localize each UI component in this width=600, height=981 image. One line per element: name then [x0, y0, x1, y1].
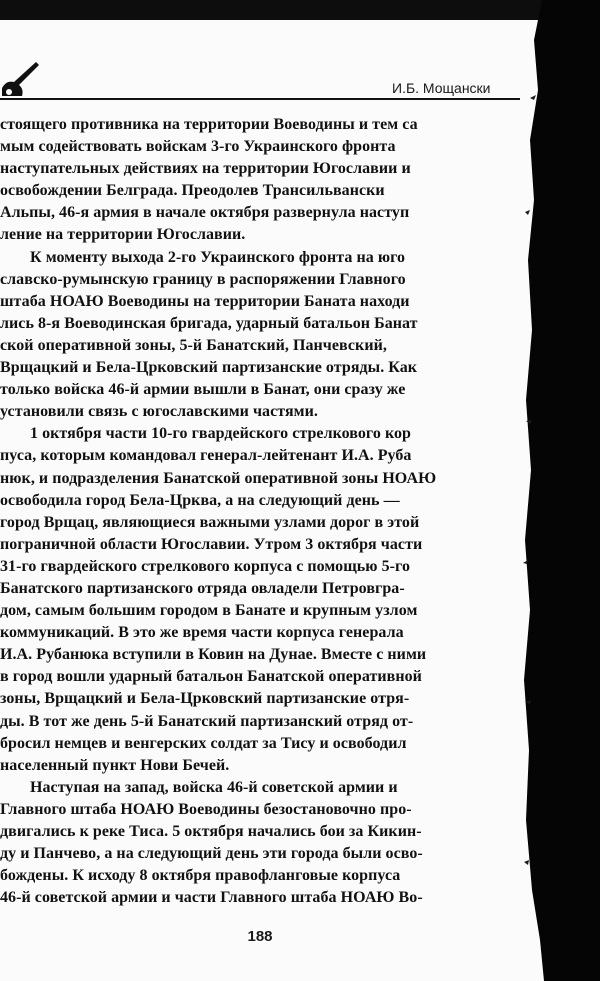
- text-line: коммуникаций. В это же время части корпуса генерала: [0, 624, 404, 642]
- body-text: [0, 114, 520, 909]
- text-line: Альпы, 46-я армия в начале октября развернула наступ: [0, 204, 410, 222]
- text-line: установили связь с югославскими частями.: [0, 403, 318, 421]
- text-line: 46-й советской армии и части Главного штаба НОАЮ Во-: [0, 889, 423, 907]
- text-line: в город вошли ударный батальон Банатской оперативной: [0, 668, 422, 686]
- text-line: наступательных действиях на территории Югославии и: [0, 160, 411, 178]
- text-line: пуса, которым командовал генерал-лейтенант И.А. Руба: [0, 447, 412, 465]
- page-number: 188: [247, 928, 273, 945]
- text-line: славско-румынскую границу в распоряжении Главного: [0, 270, 406, 288]
- text-line: ду и Панчево, а на следующий день эти города были осво-: [0, 845, 423, 863]
- text-line: Врщацкий и Бела-Црковский партизанские отряды. Как: [0, 359, 418, 377]
- text-line: зоны, Врщацкий и Бела-Црковский партизанские отря-: [0, 690, 410, 708]
- text-line: ление на территории Югославии.: [0, 226, 246, 244]
- text-line: 1 октября части 10-го гвардейского стрелкового кор: [30, 425, 412, 443]
- text-line: нюк, и подразделения Банатской оперативной зоны НОАЮ: [0, 469, 437, 487]
- text-line: ской оперативной зоны, 5-й Банатский, Панчевский,: [0, 336, 387, 354]
- text-line: дом, самым большим городом в Банате и крупным узлом: [0, 602, 418, 620]
- text-line: ды. В тот же день 5-й Банатский партизанский отряд от-: [0, 712, 414, 730]
- text-line: Наступая на запад, войска 46-й советской армии и: [30, 778, 398, 796]
- text-line: И.А. Рубанюка вступили в Ковин на Дунае. Вместе с ними: [0, 646, 427, 664]
- text-line: лись 8-я Воеводинская бригада, ударный батальон Банат: [0, 314, 418, 332]
- text-line: освободила город Бела-Црква, а на следующий день —: [0, 491, 400, 509]
- running-head: И.Б. Мощански: [392, 80, 491, 96]
- text-line: населенный пункт Нови Бечей.: [0, 756, 230, 774]
- cannon-emblem-icon: [0, 58, 40, 98]
- text-line: мым содействовать войскам 3-го Украинского фронта: [0, 138, 396, 156]
- text-line: только войска 46-й армии вышли в Банат, они сразу же: [0, 381, 406, 399]
- text-line: 31-го гвардейского стрелкового корпуса с помощью 5-го: [0, 557, 410, 575]
- text-line: бросил немцев и венгерских солдат за Тису и освободил: [0, 734, 407, 752]
- text-line: Банатского партизанского отряда овладели Петровгра-: [0, 579, 405, 597]
- header-rule: [0, 98, 520, 100]
- text-line: штаба НОАЮ Воеводины на территории Баната находи: [0, 292, 410, 310]
- text-line: К моменту выхода 2-го Украинского фронта на юго: [30, 248, 406, 266]
- scan-top-edge: [0, 0, 600, 20]
- text-line: освобождении Белграда. Преодолев Трансильвански: [0, 182, 385, 200]
- text-line: стоящего противника на территории Воеводины и тем са: [0, 116, 418, 133]
- text-line: двигались к реке Тиса. 5 октября начались бои за Кикин-: [0, 823, 422, 840]
- text-line: бождены. К исходу 8 октября правофланговые корпуса: [0, 867, 401, 885]
- text-line: пограничной области Югославии. Утром 3 октября части: [0, 535, 423, 553]
- scan-shadow: [522, 0, 600, 981]
- text-line: Главного штаба НОАЮ Воеводины безостановочно про-: [0, 800, 412, 818]
- page-header: [0, 58, 520, 104]
- text-line: город Врщац, являющиеся важными узлами дорог в этой: [0, 513, 420, 531]
